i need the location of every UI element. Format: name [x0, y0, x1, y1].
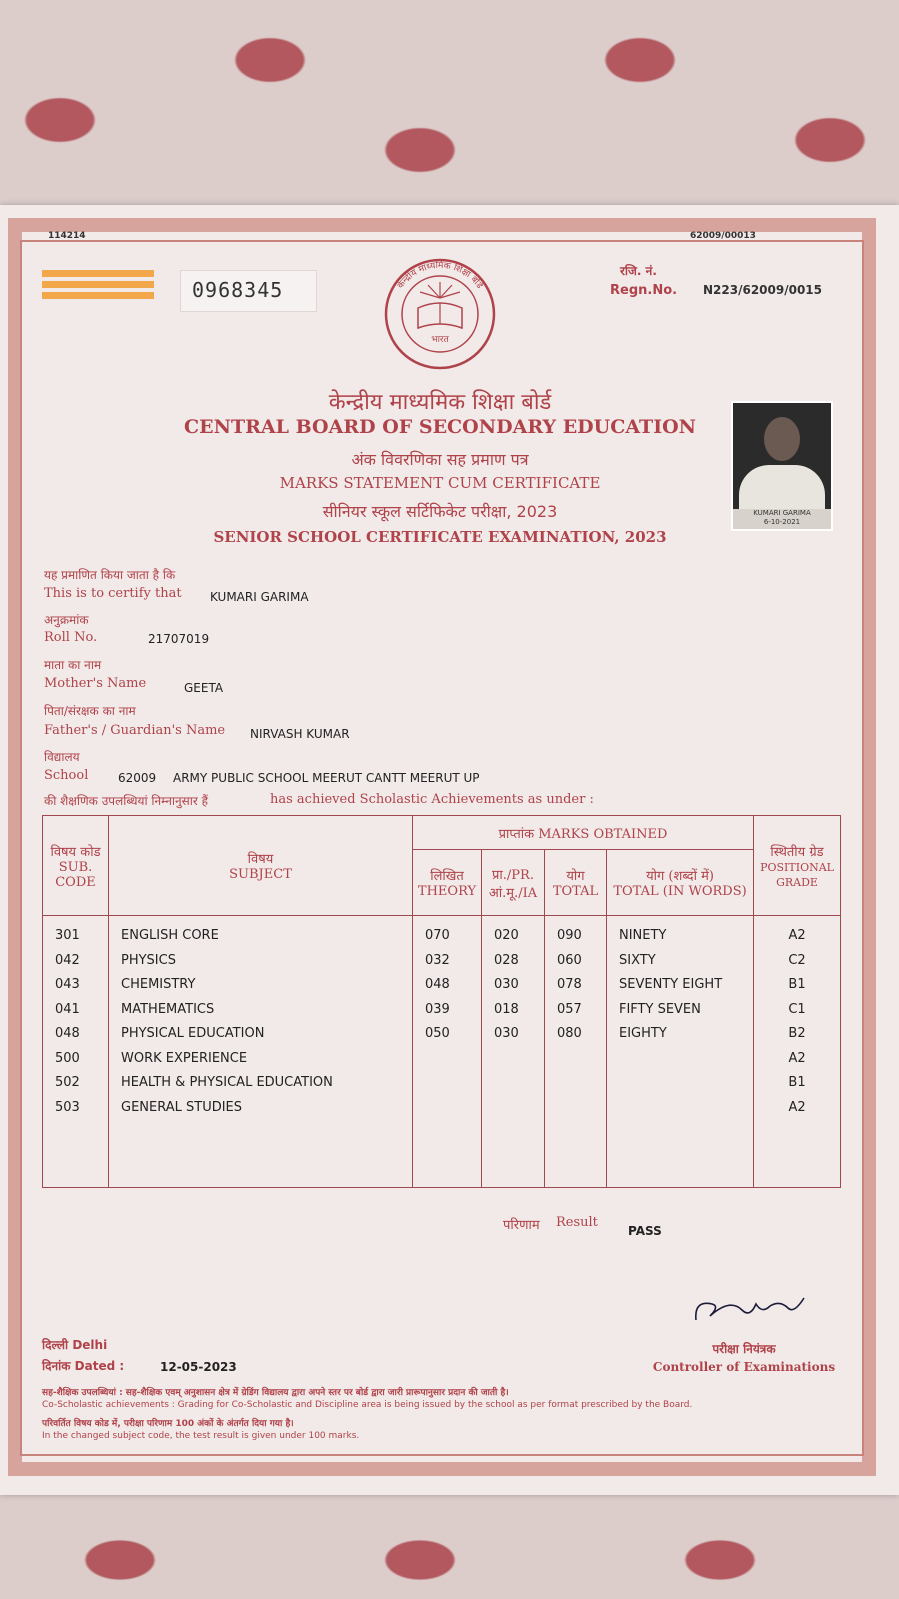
words-cell: SEVENTY EIGHT — [619, 977, 723, 992]
roll-label: Roll No. — [44, 630, 98, 645]
result-label-hindi: परिणाम — [503, 1218, 540, 1233]
regn-label: Regn.No. — [610, 283, 678, 298]
subject-cell: GENERAL STUDIES — [121, 1099, 243, 1115]
note-hindi-2: परिवर्तित विषय कोड में, परीक्षा परिणाम 100 अंकों के अंतर्गत दिया गया है। — [42, 1419, 294, 1429]
doc-title-hindi: अंक विवरणिका सह प्रमाण पत्र — [351, 450, 529, 469]
words-cell: NINETY — [619, 928, 667, 943]
code-cell: 502 — [55, 1075, 80, 1090]
issue-date: 12-05-2023 — [160, 1360, 237, 1374]
certify-label: This is to certify that — [44, 586, 182, 601]
achieved-label: has achieved Scholastic Achievements as under : — [270, 792, 594, 807]
serial-number: 0968345 — [192, 278, 284, 302]
grade-cell: B1 — [788, 977, 806, 992]
subject-cell: MATHEMATICS — [121, 1001, 215, 1017]
header-marks: प्राप्तांक MARKS OBTAINED — [413, 816, 754, 850]
code-cell: 503 — [55, 1099, 80, 1115]
school-name: ARMY PUBLIC SCHOOL MEERUT CANTT MEERUT UP — [173, 771, 480, 785]
total-cell — [557, 1071, 606, 1096]
subject-cell: CHEMISTRY — [121, 977, 196, 992]
code-column — [43, 916, 109, 1188]
grade-cell: A2 — [788, 928, 806, 943]
total-cell: 080 — [557, 1026, 582, 1041]
theory-cell — [425, 1071, 481, 1096]
exam-name-hindi: सीनियर स्कूल सर्टिफिकेट परीक्षा, 2023 — [322, 502, 558, 521]
theory-cell — [425, 1096, 481, 1121]
controller-label: Controller of Examinations — [652, 1360, 836, 1374]
grade-cell: C2 — [788, 952, 806, 968]
practical-cell: 030 — [494, 977, 519, 992]
theory-column — [413, 916, 482, 1188]
total-cell — [557, 1096, 606, 1121]
father-name: NIRVASH KUMAR — [250, 727, 350, 741]
practical-column — [482, 916, 545, 1188]
father-label: Father's / Guardian's Name — [44, 723, 226, 738]
words-cell: EIGHTY — [619, 1026, 667, 1041]
doc-title: MARKS STATEMENT CUM CERTIFICATE — [279, 474, 601, 492]
photo-caption-date: 6-10-2021 — [763, 518, 801, 526]
subject-cell: WORK EXPERIENCE — [121, 1050, 248, 1066]
subject-cell: ENGLISH CORE — [121, 928, 219, 943]
roll-label-hindi: अनुक्रमांक — [44, 613, 89, 627]
subject-cell: HEALTH & PHYSICAL EDUCATION — [121, 1075, 333, 1090]
theory-cell: 050 — [425, 1026, 450, 1041]
practical-cell: 028 — [494, 952, 519, 968]
marks-rows — [43, 916, 841, 1188]
header-total-words: योग (शब्दों में) TOTAL (IN WORDS) — [607, 850, 754, 916]
svg-text:भारत: भारत — [431, 335, 449, 345]
mother-name: GEETA — [184, 681, 224, 695]
security-strip — [42, 270, 154, 300]
exam-name: SENIOR SCHOOL CERTIFICATE EXAMINATION, 2023 — [213, 528, 667, 546]
grade-cell: B2 — [788, 1026, 806, 1041]
subject-column — [109, 916, 413, 1188]
code-cell: 041 — [55, 1001, 80, 1017]
words-cell: SIXTY — [619, 952, 656, 968]
board-name-hindi: केन्द्रीय माध्यमिक शिक्षा बोर्ड — [328, 390, 552, 415]
total-cell: 060 — [557, 952, 582, 968]
words-cell — [619, 1096, 753, 1121]
code-cell: 500 — [55, 1050, 80, 1066]
mother-label-hindi: माता का नाम — [44, 658, 102, 672]
result-label: Result — [556, 1215, 598, 1230]
marks-table — [42, 815, 841, 1188]
grade-cell: A2 — [788, 1050, 806, 1066]
controller-label-hindi: परीक्षा नियंत्रक — [712, 1342, 776, 1356]
school-label: School — [44, 768, 89, 783]
subject-cell: PHYSICAL EDUCATION — [121, 1026, 265, 1041]
top-right-number: 62009/00013 — [690, 231, 756, 241]
theory-cell: 039 — [425, 1001, 450, 1017]
words-column — [607, 916, 754, 1188]
theory-cell: 048 — [425, 977, 450, 992]
top-left-number: 114214 — [48, 231, 86, 241]
header-grade: स्थितीय ग्रेड POSITIONAL GRADE — [754, 816, 841, 916]
total-cell: 090 — [557, 928, 582, 943]
header-practical: प्रा./PR. आं.मू./IA — [482, 850, 545, 916]
student-photo — [731, 401, 833, 531]
school-label-hindi: विद्यालय — [44, 750, 80, 764]
school-code: 62009 — [118, 771, 157, 785]
grade-cell: B1 — [788, 1075, 806, 1090]
date-label: दिनांक Dated : — [42, 1359, 125, 1373]
note-english-1: Co-Scholastic achievements : Grading for Co-Scholastic and Discipline area is being issued by the school as per format prescribed by the Board. — [42, 1400, 693, 1410]
subject-cell: PHYSICS — [121, 952, 176, 968]
header-subject: विषय SUBJECT — [109, 816, 413, 916]
theory-cell — [425, 1047, 481, 1072]
practical-cell: 018 — [494, 1001, 519, 1017]
code-cell: 301 — [55, 928, 80, 943]
achieved-label-hindi: की शैक्षणिक उपलब्धियां निम्नानुसार हैं — [44, 794, 208, 808]
total-cell: 078 — [557, 977, 582, 992]
words-cell: FIFTY SEVEN — [619, 1001, 701, 1017]
place-label: दिल्ली Delhi — [42, 1338, 108, 1352]
total-cell: 057 — [557, 1001, 582, 1017]
words-cell — [619, 1047, 753, 1072]
code-cell: 043 — [55, 977, 80, 992]
theory-cell: 032 — [425, 952, 450, 968]
regn-label-hindi: रजि. नं. — [620, 264, 657, 278]
note-english-2: In the changed subject code, the test result is given under 100 marks. — [42, 1431, 360, 1441]
words-cell — [619, 1071, 753, 1096]
grade-cell: C1 — [788, 1001, 806, 1017]
certify-label-hindi: यह प्रमाणित किया जाता है कि — [44, 568, 176, 582]
code-cell: 048 — [55, 1026, 80, 1041]
cbse-emblem — [378, 258, 502, 376]
svg-text:केन्द्रीय माध्यमिक शिक्षा बोर्: केन्द्रीय माध्यमिक शिक्षा बोर्ड — [395, 260, 485, 291]
result-value: PASS — [628, 1224, 662, 1238]
header-code: विषय कोड SUB. CODE — [43, 816, 109, 916]
board-name: CENTRAL BOARD OF SECONDARY EDUCATION — [184, 416, 696, 438]
code-cell: 042 — [55, 952, 80, 968]
practical-cell — [494, 1096, 544, 1121]
header-theory: लिखित THEORY — [413, 850, 482, 916]
grade-cell: A2 — [788, 1099, 806, 1115]
student-name: KUMARI GARIMA — [210, 590, 309, 604]
total-column — [545, 916, 607, 1188]
roll-number: 21707019 — [148, 632, 210, 646]
header-total: योग TOTAL — [545, 850, 607, 916]
practical-cell: 020 — [494, 928, 519, 943]
note-hindi-1: सह-शैक्षिक उपलब्धियां : सह-शैक्षिक एवम् अनुशासन क्षेत्र में ग्रेडिंग विद्यालय द्वारा अपने स्तर पर बोर्ड द्वारा जारी प्रारूपानुसार प्रदान की जाती है। — [42, 1388, 509, 1398]
regn-number: N223/62009/0015 — [703, 283, 823, 297]
grade-column — [754, 916, 841, 1188]
total-cell — [557, 1047, 606, 1072]
photo-caption-name: KUMARI GARIMA — [753, 509, 811, 517]
father-label-hindi: पिता/संरक्षक का नाम — [44, 704, 136, 718]
theory-cell: 070 — [425, 928, 450, 943]
practical-cell — [494, 1071, 544, 1096]
practical-cell — [494, 1047, 544, 1072]
practical-cell: 030 — [494, 1026, 519, 1041]
mother-label: Mother's Name — [44, 676, 147, 691]
controller-signature — [690, 1290, 820, 1330]
